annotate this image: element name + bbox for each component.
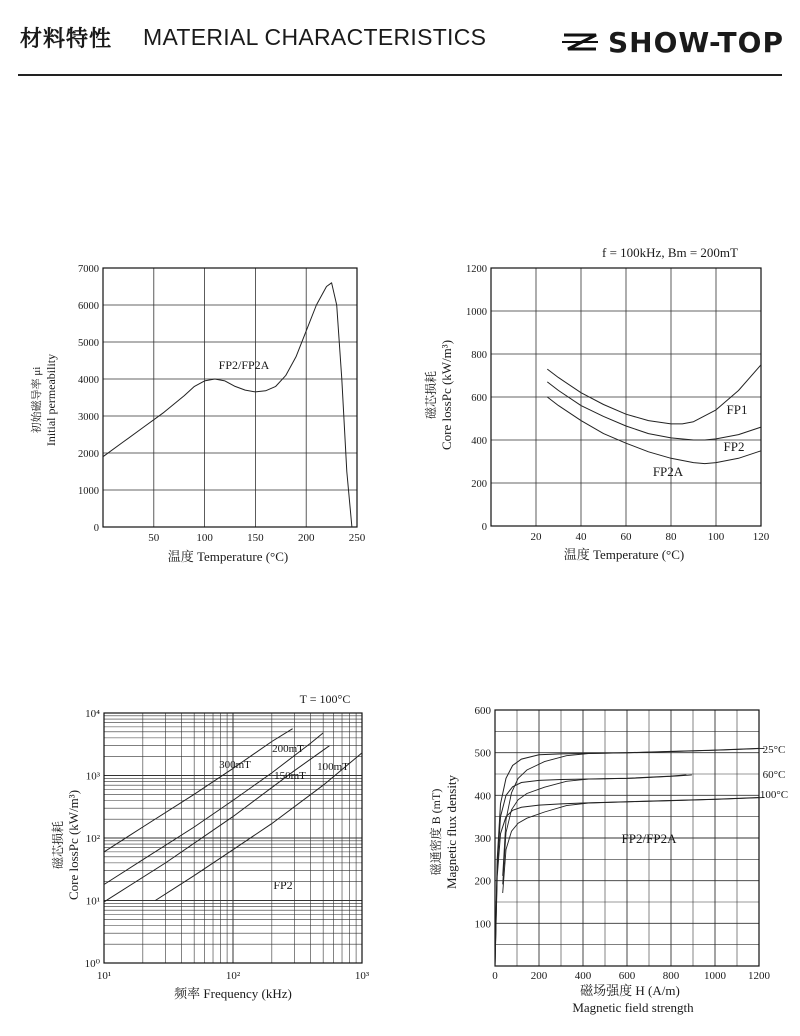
x-tick-label: 10¹: [96, 970, 112, 982]
series-label: FP2A: [652, 464, 684, 479]
series-line-1: [495, 775, 686, 966]
x-tick-label: 10²: [225, 970, 241, 982]
y-tick-label: 600: [471, 393, 487, 404]
x-axis-title-cn: 磁场强度 H (A/m): [580, 983, 680, 998]
y-axis-title-en: Core lossPc (kW/m³): [439, 339, 454, 451]
y-tick-label: 600: [474, 705, 491, 717]
y-tick-label: 6000: [78, 301, 99, 312]
y-tick-label: 0: [481, 522, 487, 533]
y-axis-title-cn: 磁芯损耗: [424, 370, 438, 420]
y-axis-title-en: Core lossPc (kW/m³): [66, 789, 81, 901]
x-tick-label: 50: [148, 532, 160, 544]
x-axis-title: 温度 Temperature (°C): [167, 549, 289, 564]
y-tick-label: 1200: [466, 264, 487, 275]
chart-coreloss_freq: [50, 692, 370, 1001]
y-axis-title: [423, 340, 454, 450]
y-tick-label: 10⁴: [85, 708, 100, 720]
y-tick-label: 3000: [78, 412, 99, 423]
curve-label: FP2: [273, 878, 293, 892]
x-tick-label: 200: [530, 970, 548, 982]
page-title-en: MATERIAL CHARACTERISTICS: [143, 24, 487, 50]
series-label: 25°C: [762, 744, 786, 756]
y-tick-label: 10²: [85, 833, 100, 845]
series-label: 150mT: [274, 770, 306, 782]
y-tick-label: 10⁰: [84, 958, 100, 970]
y-tick-label: 10³: [85, 770, 100, 783]
curve-label: FP2/FP2A: [621, 831, 677, 846]
x-tick-label: 10³: [354, 970, 370, 982]
y-tick-label: 100: [474, 918, 491, 931]
y-axis-title: [50, 790, 81, 900]
x-tick-label: 40: [575, 531, 587, 543]
y-tick-label: 500: [474, 747, 491, 760]
x-tick-label: 120: [752, 531, 770, 543]
y-tick-label: 7000: [78, 264, 99, 275]
x-tick-label: 200: [297, 532, 315, 544]
brand-name: SHOW-TOP: [608, 25, 784, 59]
x-tick-label: 100: [707, 531, 725, 543]
y-axis-title-en: Magnetic flux density: [444, 774, 459, 890]
x-axis-title: 频率 Frequency (kHz): [174, 986, 292, 1001]
x-tick-label: 20: [530, 531, 542, 543]
x-tick-label: 600: [618, 970, 636, 982]
y-tick-label: 200: [471, 479, 487, 490]
chart-bh_curve: [428, 705, 788, 1015]
y-tick-label: 2000: [78, 449, 99, 460]
series-label: FP2/FP2A: [218, 358, 270, 372]
y-tick-label: 1000: [466, 307, 487, 318]
series-label: 200mT: [272, 743, 304, 755]
y-axis-title-cn: 初始磁导率 μi: [31, 366, 43, 434]
series-label: FP2: [723, 439, 745, 454]
y-tick-label: 400: [471, 436, 487, 447]
series-loop-0: [503, 748, 765, 876]
y-tick-label: 4000: [78, 375, 99, 386]
y-tick-label: 800: [471, 350, 487, 361]
y-tick-label: 400: [474, 790, 491, 803]
x-tick-label: 1200: [748, 970, 770, 982]
y-tick-label: 300: [474, 833, 491, 845]
series-label: 300mT: [219, 759, 251, 771]
plot-frame: [103, 268, 357, 527]
series-line-1: [104, 733, 323, 885]
x-tick-label: 0: [492, 970, 498, 982]
page-title-cn: 材料特性: [20, 27, 113, 52]
x-tick-label: 100: [196, 532, 213, 544]
series-loop-1: [503, 775, 692, 885]
x-tick-label: 400: [574, 970, 592, 982]
y-axis-title-en: Initial permeability: [44, 353, 58, 447]
x-tick-label: 1000: [704, 970, 726, 982]
chart-coreloss_temp: [423, 245, 770, 562]
series-label: FP1: [726, 402, 748, 417]
series-line-0: [104, 729, 293, 852]
x-tick-label: 80: [665, 531, 677, 543]
y-tick-label: 200: [474, 875, 491, 888]
chart-title: f = 100kHz, Bm = 200mT: [602, 245, 738, 260]
x-axis-title: 温度 Temperature (°C): [563, 547, 685, 562]
y-tick-label: 1000: [78, 486, 99, 497]
chart-title: T = 100°C: [299, 692, 351, 706]
series-label: 100mT: [317, 761, 349, 773]
y-axis-title: [428, 774, 459, 889]
x-tick-label: 250: [348, 532, 366, 544]
y-tick-label: 5000: [78, 338, 99, 349]
series-label: 60°C: [762, 769, 786, 781]
y-axis-title: [29, 354, 58, 446]
y-tick-label: 10¹: [85, 895, 100, 908]
series-label: 100°C: [759, 789, 789, 801]
chart-permeability: [29, 264, 366, 564]
y-axis-title-cn: 磁通密度 B (mT): [429, 788, 443, 876]
x-tick-label: 150: [247, 532, 264, 544]
x-axis-title-en: Magnetic field strength: [572, 1000, 694, 1015]
x-tick-label: 60: [620, 531, 632, 543]
x-tick-label: 800: [662, 970, 680, 982]
y-axis-title-cn: 磁芯损耗: [51, 820, 65, 870]
y-tick-label: 0: [93, 523, 99, 534]
